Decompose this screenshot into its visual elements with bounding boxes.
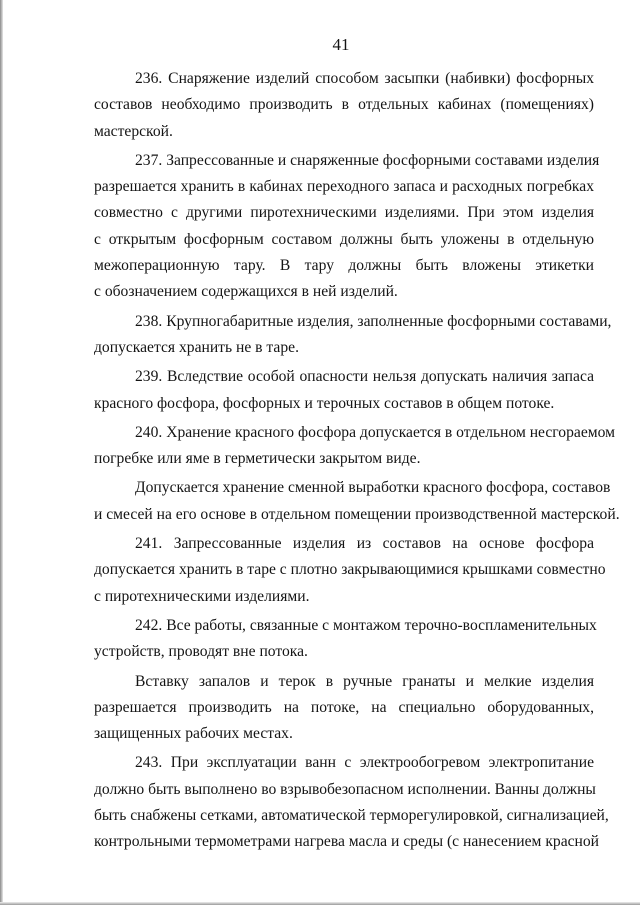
paragraph-243 bbox=[94, 750, 609, 855]
page-number: 41 bbox=[332, 35, 350, 54]
text-line: с обозначением содержащихся в ней изделий. bbox=[94, 283, 398, 301]
text-line: мастерской. bbox=[94, 122, 173, 140]
text-line: устройств, проводят вне потока. bbox=[94, 643, 308, 661]
paragraph-242 bbox=[94, 613, 597, 666]
text-line: 240. Хранение красного фосфора допускается в отдельном несгораемом bbox=[135, 423, 615, 441]
text-line: допускается хранить не в таре. bbox=[94, 338, 299, 356]
text-line: допускается хранить в таре с плотно закрывающимися крышками совместно bbox=[94, 561, 606, 579]
text-line: 236. Снаряжение изделий способом засыпки (набивки) фосфорных bbox=[135, 70, 594, 87]
scan-left-edge bbox=[0, 0, 3, 905]
text-line: составов необходимо производить в отдельных кабинах (помещениях) bbox=[94, 96, 594, 114]
text-line: разрешается производить на потоке, на специально оборудованных, bbox=[94, 698, 594, 716]
text-line: 241. Запрессованные изделия из составов на основе фосфора bbox=[135, 535, 594, 553]
text-line: 237. Запрессованные и снаряженные фосфорными составами изделия bbox=[135, 151, 600, 169]
paragraph-236 bbox=[94, 66, 594, 145]
paragraph-240-continued bbox=[94, 475, 620, 528]
paragraph-241 bbox=[94, 531, 606, 610]
text-line: Допускается хранение сменной выработки красного фосфора, составов bbox=[135, 479, 611, 497]
text-line: 243. При эксплуатации ванн с электрообогревом электропитание bbox=[135, 754, 594, 772]
paragraph-237 bbox=[94, 148, 600, 306]
document-body bbox=[94, 66, 620, 859]
text-line: с пиротехническими изделиями. bbox=[94, 587, 310, 605]
text-line: должно быть выполнено во взрывобезопасном исполнении. Ванны должны bbox=[94, 780, 596, 798]
text-line: совместно с другими пиротехническими изделиями. При этом изделия bbox=[94, 204, 594, 222]
paragraph-238 bbox=[94, 309, 612, 362]
text-line: погребке или яме в герметически закрытом виде. bbox=[94, 450, 421, 468]
text-line: контрольными термометрами нагрева масла и среды (с нанесением красной bbox=[94, 833, 600, 851]
text-line: разрешается хранить в кабинах переходного запаса и расходных погребках bbox=[94, 178, 594, 196]
text-line: межоперационную тару. В тару должны быть вложены этикетки bbox=[94, 257, 594, 275]
text-line: и смесей на его основе в отдельном помещении производственной мастерской. bbox=[94, 505, 620, 523]
text-line: 239. Вследствие особой опасности нельзя допускать наличия запаса bbox=[135, 368, 594, 386]
text-line: 238. Крупногабаритные изделия, заполненные фосфорными составами, bbox=[135, 312, 612, 330]
text-line: красного фосфора, фосфорных и терочных составов в общем потоке. bbox=[94, 394, 555, 412]
text-line: защищенных рабочих местах. bbox=[94, 725, 293, 743]
paragraph-239 bbox=[94, 364, 594, 417]
text-line: 242. Все работы, связанные с монтажом терочно-воспламенительных bbox=[135, 616, 597, 634]
text-line: Вставку запалов и терок в ручные гранаты и мелкие изделия bbox=[135, 672, 594, 690]
paragraph-242-continued bbox=[94, 669, 594, 748]
paragraph-240 bbox=[94, 420, 615, 473]
text-line: быть снабжены сетками, автоматической терморегулировкой, сигнализацией, bbox=[94, 807, 609, 825]
text-line: с открытым фосфорным составом должны быть уложены в отдельную bbox=[94, 230, 594, 248]
